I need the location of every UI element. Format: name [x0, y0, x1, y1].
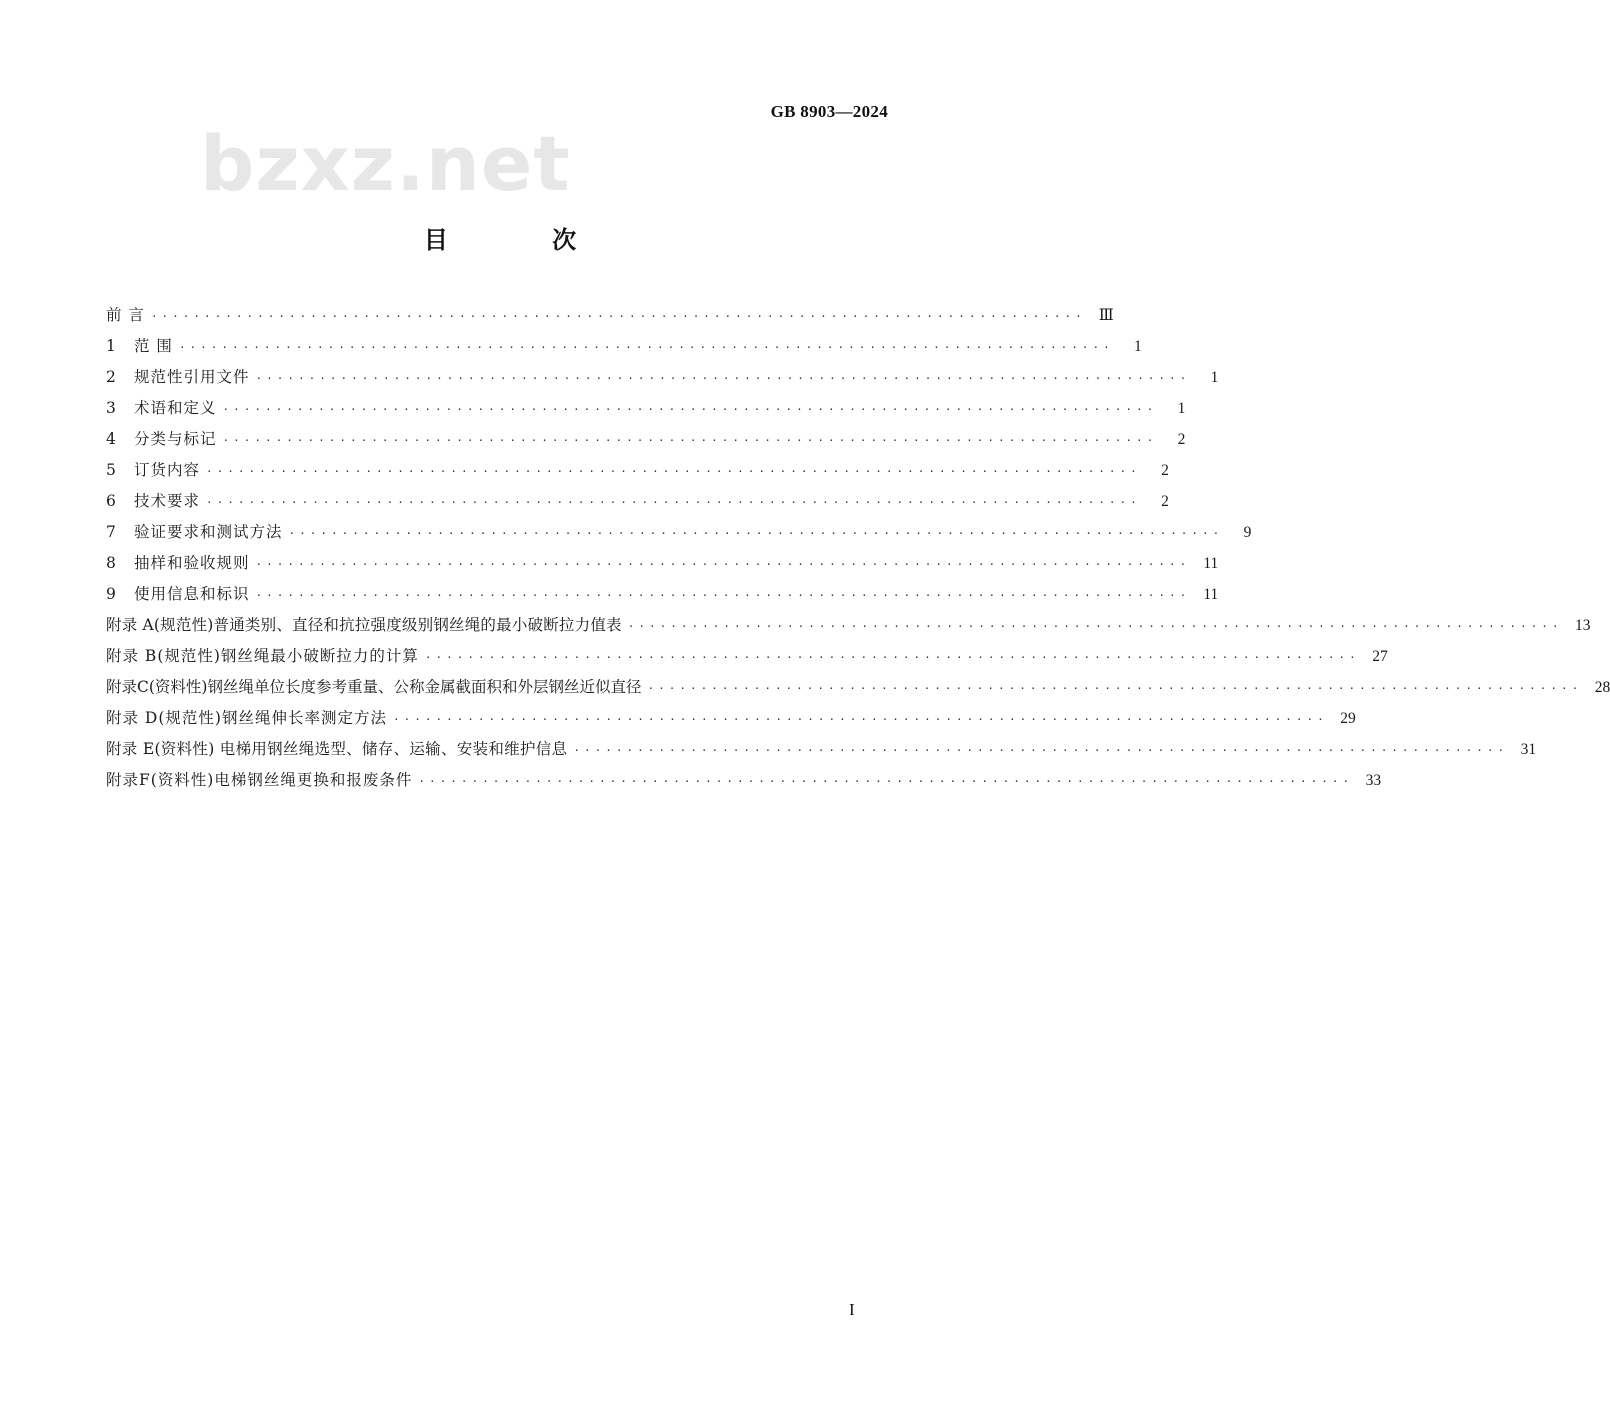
toc-entry-label: 技术要求 [134, 492, 201, 510]
toc-entry-label: 规范性引用文件 [134, 368, 250, 386]
toc-entry-annex-c[interactable] [106, 672, 1610, 703]
toc-entry-label: 术语和定义 [134, 399, 217, 417]
toc-entry-normative-references[interactable] [106, 362, 1219, 393]
toc-entry-page: 2 [1161, 462, 1169, 479]
toc-entry-label: 附录C(资料性)钢丝绳单位长度参考重量、公称金属截面积和外层钢丝近似直径 [106, 678, 642, 696]
toc-entry-label: 附录 B(规范性)钢丝绳最小破断拉力的计算 [106, 647, 419, 665]
toc-entry-technical-requirements[interactable] [106, 486, 1169, 517]
toc-entry-foreword[interactable] [106, 300, 1114, 331]
toc-entry-classification[interactable] [106, 424, 1186, 455]
toc-entry-number: 7 [106, 523, 116, 541]
toc-leader-dots: ························································································ [206, 496, 1141, 509]
toc-entry-label: 验证要求和测试方法 [134, 523, 283, 541]
toc-entry-usage-info[interactable] [106, 579, 1219, 610]
page-number: I [849, 1300, 855, 1319]
toc-entry-label: 附录 E(资料性) 电梯用钢丝绳选型、储存、运输、安装和维护信息 [106, 740, 568, 758]
toc-leader-dots: ························································································ [255, 558, 1191, 571]
toc-leader-dots: ························································································ [573, 744, 1509, 757]
toc-entry-label: 订货内容 [134, 461, 201, 479]
toc-entry-number: 9 [106, 585, 116, 603]
standard-code: GB 8903—2024 [770, 102, 888, 121]
toc-leader-dots: ························································································ [627, 620, 1563, 633]
toc-entry-label: 前 言 [106, 306, 145, 324]
toc-entry-page: 11 [1203, 555, 1219, 572]
toc-leader-dots: ························································································ [150, 310, 1086, 323]
toc-entry-order-content[interactable] [106, 455, 1169, 486]
toc-leader-dots: ························································································ [424, 651, 1360, 664]
toc-entry-label: 附录F(资料性)电梯钢丝绳更换和报废条件 [106, 771, 413, 789]
toc-entry-terms[interactable] [106, 393, 1186, 424]
toc-entry-page: 9 [1243, 524, 1252, 541]
toc-entry-annex-d[interactable] [106, 703, 1356, 734]
toc-entry-number: 2 [106, 368, 116, 386]
toc-entry-scope[interactable] [106, 331, 1142, 362]
toc-entry-page: 1 [1177, 400, 1186, 417]
toc-entry-annex-f[interactable] [106, 765, 1382, 796]
toc-leader-dots: ························································································ [222, 403, 1158, 416]
toc-entry-label: 分类与标记 [134, 430, 217, 448]
toc-entry-page: 27 [1372, 648, 1388, 665]
toc-entry-annex-e[interactable] [106, 734, 1537, 765]
toc-leader-dots: ························································································ [392, 713, 1328, 726]
toc-entry-label: 附录 D(规范性)钢丝绳伸长率测定方法 [106, 709, 387, 727]
toc-entry-page: 31 [1520, 741, 1537, 758]
toc-entry-label: 使用信息和标识 [134, 585, 250, 603]
toc-entry-number: 4 [106, 430, 116, 448]
toc-leader-dots: ························································································ [255, 589, 1191, 602]
toc-title: 目 次 [423, 226, 625, 254]
toc-leader-dots: ························································································ [178, 341, 1114, 354]
toc-entry-sampling[interactable] [106, 548, 1219, 579]
toc-entry-page: 11 [1203, 586, 1219, 603]
toc-entry-page: 2 [1177, 431, 1186, 448]
toc-entry-page: Ⅲ [1098, 307, 1114, 324]
toc-entry-page: 13 [1575, 617, 1591, 634]
toc-entry-verification[interactable] [106, 517, 1252, 548]
toc-entry-number: 3 [106, 399, 116, 417]
toc-leader-dots: ························································································ [255, 372, 1191, 385]
toc-entry-number: 1 [106, 337, 116, 355]
toc-leader-dots: ························································································ [206, 465, 1141, 478]
toc-leader-dots: ························································································ [418, 775, 1354, 788]
toc-entry-label: 附录 A(规范性)普通类别、直径和抗拉强度级别钢丝绳的最小破断拉力值表 [106, 616, 622, 634]
watermark: bzxz.net [200, 119, 571, 208]
toc-entry-page: 1 [1133, 338, 1142, 355]
toc-entry-page: 28 [1594, 679, 1610, 696]
toc-entry-annex-b[interactable] [106, 641, 1388, 672]
toc-entry-page: 2 [1161, 493, 1169, 510]
toc-entry-page: 33 [1365, 772, 1382, 789]
toc-leader-dots: ························································································ [647, 682, 1583, 695]
toc-leader-dots: ························································································ [288, 527, 1224, 540]
toc-entry-number: 8 [106, 554, 116, 572]
toc-entry-page: 29 [1340, 710, 1356, 727]
toc-entry-annex-a[interactable] [106, 610, 1591, 641]
toc-entry-page: 1 [1210, 369, 1219, 386]
toc-list [106, 300, 1610, 796]
toc-entry-label: 抽样和验收规则 [134, 554, 250, 572]
toc-entry-label: 范 围 [134, 337, 173, 355]
toc-entry-number: 6 [106, 492, 116, 510]
toc-entry-number: 5 [106, 461, 116, 479]
toc-leader-dots: ························································································ [222, 434, 1158, 447]
